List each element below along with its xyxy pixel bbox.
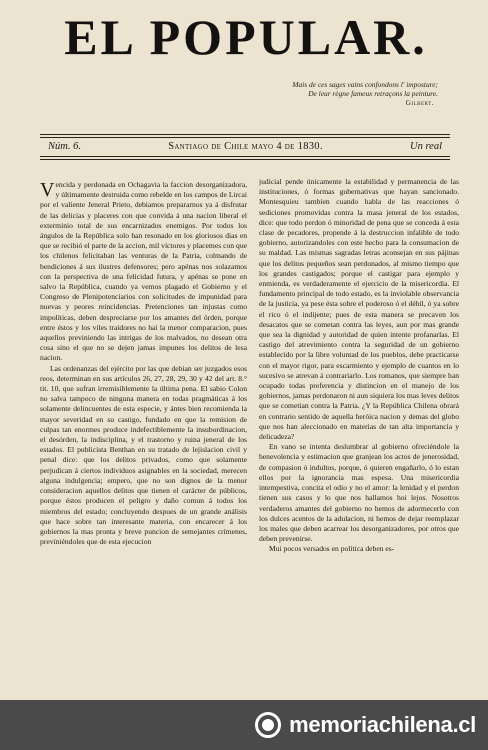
logo-circle-icon <box>253 710 283 740</box>
epigraph-line-2: De leur règne fameux retraçons la peinture. <box>308 89 438 98</box>
article-column-left <box>40 180 247 698</box>
watermark-footer <box>0 700 488 750</box>
issue-price: Un real <box>410 141 442 152</box>
article-paragraph: Mui pocos versados en política deben es- <box>269 544 395 554</box>
issue-number: Núm. 6. <box>48 141 81 152</box>
article-paragraph: Las ordenanzas del ejército por las que debian ser juzgados esos reos, determinan en sus artículos 26, 27, 28, 29, 30 y 42 del art. 8.° tit. 10, que sufran irremisiblemente la última pena. El sabio Colon no salva tampoco de ninguna manera en todas pragmáticas á los solamente delincuentes de esta especie, y ántes bien recomienda la mayor severidad en su castigo, fundado en que la remision de culpas tan enormes produce indefectiblemente la insubordinacion, el desórden, la indisciplina, y el trastorno y ruina jeneral de los estados. El publicista Benthan en su tratado de lejislacion civil y penal dice: que los delitos privados, como que solamente perjudican á ciertos individuos asignables en la sociedad, merecen alguna indulgencia; empero, que no son dignos de la menor consideracion aquellos delitos que tienen el carácter de públicos, porque éstos producen el peligro y daño comun á todos los miembros del estado; concluyendo despues de un grande análisis que hace sobre tan interesante materia, con encarecer á los gobiernos la mas pronta y breve puncion de semejantes crímenes, previniéndoles que de esta ejecucion <box>40 363 247 547</box>
epigraph <box>198 80 438 107</box>
memoriachilena-logo[interactable] <box>253 710 476 740</box>
drop-cap: V <box>40 180 55 201</box>
article-column-right <box>259 177 459 698</box>
article-paragraph: En vano se intenta deslumbrar al gobierno ofreciéndole la benevolencia y estimacion que granjean los actos de jenerosidad, de compasion ó indultos, porque, ó quieren engañarlo, ó lo estan ellos por la ignorancia mas espesa. Una misericordia intempestiva, concita el odio y no el amor: la lenidad y el perdon tienen sus casos y lo que nos hallamos hoi lejos. Nosotros verdaderos amantes del gobierno no hemos de adormecerlo con los dulces acentos de la adulacion, ni hemos de dejar reemplazar los males que deben acarrear los desorganizadores, por otros que deben prevenirse. <box>259 442 459 544</box>
masthead-title: EL POPULAR. <box>64 9 428 65</box>
article-paragraph: Vencida y perdonada en Ochagavia la faccion desorganizadora, y últimamente destruida como rebelde en los campos de Lircai por el valiente Jeneral Prieto, debiamos prepararnos ya á disfrutar de las delicias y placeres con que convida á una nacion liberal el exterminio total de sus encarnizados enemigos. Por todos los ángulos de la República solo han resonado en los gloriosos dias en que se recibió el parte de la accion, mil víctores y placemes con que los chilenos felicitaban las venturas de la Patria, colmando de bendiciones á sus ilustres defensores; pero apénas nos solazamos con la perspectiva de una felicidad futura, y apénas se pone en salvo la República, cuando ya vemos plagado el Gobierno y el Congreso de Plenipotenciarios con solicitudes de impunidad para nuevas y peores reincidencias. Pretenciones tan injustas como impolíticas, deben despreciarse por los amantes del órden, porque entre éstos y los viles traidores no hai la menor comparacion, pues aquellos previniendo las intrigas de los malvados, no desean otra cosa sino el que no se dejen jamas impunes los delitos de lesa nacion. <box>40 180 247 363</box>
epigraph-author: Gilbert. <box>405 98 434 107</box>
issue-date: Santiago de Chile mayo 4 de 1830. <box>168 141 323 152</box>
article-paragraph: judicial pende únicamente la estabilidad y permanencia de las instituciones, ó formas gubernativas que hayan sancionado. Montesquieu tambien cuando habla de las reacciones ó sediciones promovidas contra la masa jeneral de los estados, dice: que todo perdon ó minoridad de pena que se conceda á esta clase de pecadores, propende á la destruccion infalible de todo gobierno, autorizandoles con este hecho para la consumacion de su maldad. Las mismas sagradas letras aconsejan en sus pájinas que los delitos pequeños sean perdonados, al mismo tiempo que los grandes castigados; porque el castigar para ejemplo y enmienda, es verdaderamente el ejercicio de la misericordia. El fundamento principal de todo estado, es la inviolable observancia de la justicia, ya pese ésta sobre el poderoso ó el débil, ó ya sobre el rico ó el indijente; pues de esta manera se precaven los desacatos que se cometan contra las leyes, aun por mas grande que sea la dignidad y autoridad de quien intente profanarlas. El castigo del atrevimiento contra la seguridad de un gobierno establecido por la libre voluntad de los pueblos, debe practicarse con el mayor rigor, para escarmiento y ejemplo de cuantos en lo sucesivo se atrevan á contrariarlo. Los romanos, que siempre han ocupado todas preferencia y distincion en el manejo de los gobiernos, jamas perdonaron ni aun siquiera los mas leves delitos que se cometian contra la Patria. ¿Y la República Chilena obrará en contrario sentido de aquella heróica nacion y demas del globo que nos han aleccionado en materias de tan alta importancia y delicadeza? <box>259 177 459 442</box>
issue-bar <box>40 134 450 160</box>
epigraph-line-1: Mais de ces sages vains confondons l' imposture; <box>292 80 438 89</box>
logo-text: memoriachilena.cl <box>289 712 476 737</box>
